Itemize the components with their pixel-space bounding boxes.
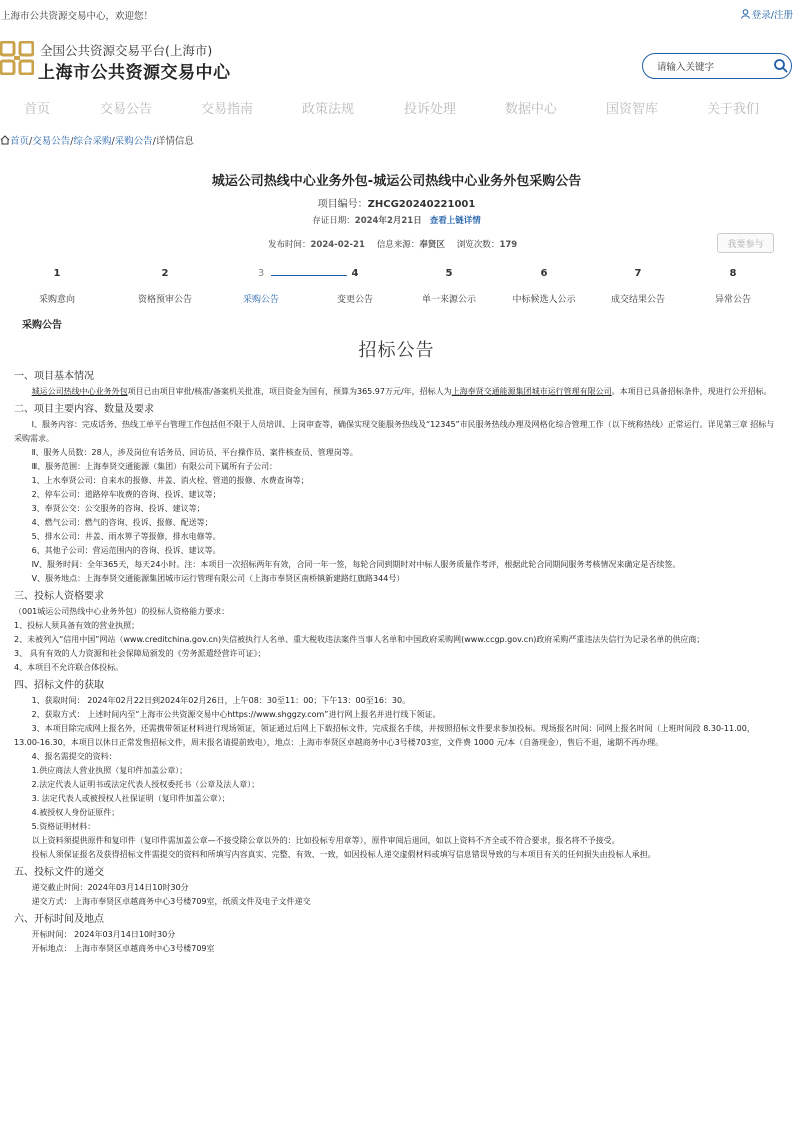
section-1-title: 一、项目基本情况 [14,371,94,382]
breadcrumb-purchase-notice[interactable]: 采购公告 [114,136,153,147]
site-header [0,36,793,86]
paragraph: 1、获取时间： 2024年02月22日到2024年02月26日，上午08：30至11：00；下午13：00至16：30。 [31,696,411,705]
nav-about[interactable]: 关于我们 [706,102,760,117]
step-5[interactable] [399,268,499,305]
paragraph: 2、未被列入“信用中国”网站（www.creditchina.gov.cn)失信被执行人名单、重大税收违法案件当事人名单和中国政府采购网(www.ccgp.gov.cn)政府采购严重违法失信行为记录名单的供应商； [14,635,705,644]
paragraph: 4、本项目不允许联合体投标。 [14,663,124,672]
step-3[interactable] [211,268,311,305]
step-7[interactable] [588,268,688,305]
step-label: 异常公告 [714,295,751,305]
deadline-date: 2024年2月21日 [354,216,422,226]
step-number: 1 [53,268,61,279]
paragraph: 5、排水公司：井盖、雨水箅子等报修，排水电修等。 [31,532,221,541]
step-number: 5 [445,268,453,279]
paragraph: 投标人须保证报名及获得招标文件需提交的资料和所填写内容真实、完整、有效、一致，如因投标人递交虚假材料或填写信息错误导致的与本项目有关的任何损失由投标人承担。 [31,850,656,859]
platform-name: 全国公共资源交易平台(上海市) [40,43,213,58]
step-number: 2 [161,268,169,279]
step-8[interactable] [683,268,783,305]
section-1-paragraph [14,385,779,399]
nav-guide[interactable]: 交易指南 [200,102,254,117]
breadcrumb-announcements[interactable]: 交易公告 [32,136,71,147]
step-1[interactable] [7,268,107,305]
login-link[interactable] [741,7,793,21]
step-number: 7 [634,268,642,279]
paragraph: 1、上水奉贤公司：自来水的报修、井盖、消火栓、管道的报修、水费查询等； [31,476,309,485]
project-number-row [0,195,793,210]
site-logo[interactable] [0,41,34,75]
section-4-title: 四、招标文件的获取 [14,680,104,691]
main-nav [0,92,793,122]
nav-announcements[interactable]: 交易公告 [99,102,153,117]
paragraph: Ⅴ、服务地点：上海奉贤交通能源集团城市运行管理有限公司（上海市奉贤区南桥镇新建路红旗路344号） [31,574,405,583]
paragraph: 2、获取方式： 上述时间内至“上海市公共资源交易中心https://www.shggzy.com”进行网上报名并进行线下领证。 [31,710,441,719]
paragraph: Ⅳ、服务时间：全年365天，每天24小时。注：本项目一次招标两年有效，合同一年一签，每轮合同到期时对中标人服务质量作考评，根据此轮合同期间服务考核情况来确定是否续签。 [31,560,681,569]
nav-data-center[interactable]: 数据中心 [504,102,558,117]
step-number: 4 [351,268,359,279]
step-number: 6 [540,268,548,279]
step-label: 采购意向 [38,295,75,305]
section-label: 采购公告 [22,320,62,331]
section-5-title: 五、投标文件的递交 [14,867,104,878]
notice-title: 城运公司热线中心业务外包-城运公司热线中心业务外包采购公告 [211,174,582,189]
step-2[interactable] [115,268,215,305]
search-box [642,53,792,79]
breadcrumb: 首页/交易公告/综合采购/采购公告/详情信息 [0,133,194,147]
step-number: 8 [729,268,737,279]
step-label: 成交结果公告 [610,295,665,305]
step-label: 采购公告 [242,295,279,305]
paragraph: 3. 法定代表人或被授权人社保证明（复印件加盖公章）； [31,794,230,803]
paragraph: 以上资料须提供原件和复印件（复印件需加盖公章—不接受除公章以外的：比如投标专用章等），原件审阅后退回，如以上资料不齐全或不符合要求，报名将不予接受。 [31,836,620,845]
paragraph: 2、停车公司：道路停车收费的咨询、投诉、建议等； [31,490,221,499]
breadcrumb-current: 详情信息 [155,136,194,147]
paragraph: 3、本项目除完成网上报名外，还需携带领证材料进行现场领证，领证通过后网上下载招标文件，完成报名手续，并按照招标文件要求参加投标。现场报名时间：同网上报名时间（上班时间段 8.30-11.00，13.00-16.30，本项目以休日正常发售招标文件，周末报名请提前致电），地点：上海市奉贤区卓越商务中心3号楼703室，文件费 1000 元/本（自备现金），售后不退，逾期不再办理。 [14,724,755,747]
source-value: 奉贤区 [419,240,445,250]
nav-home[interactable]: 首页 [23,102,51,117]
paragraph: 递交截止时间：2024年03月14日10时30分 [31,883,189,892]
section-2-title: 二、项目主要内容、数量及要求 [14,404,154,415]
paragraph: 递交方式： 上海市奉贤区卓越商务中心3号楼709室，纸质文件及电子文件递交 [31,897,311,906]
step-4[interactable] [305,268,405,305]
step-label: 变更公告 [336,295,373,305]
section-6-title: 六、开标时间及地点 [14,914,104,925]
search-icon[interactable] [773,58,789,74]
source-label: 信息来源： [376,240,420,250]
chain-detail-link[interactable]: 查看上链详情 [429,216,481,226]
deadline-label: 存证日期： [312,216,355,226]
paragraph: 4.被授权人身份证原件； [31,808,120,817]
paragraph: 开标地点： 上海市奉贤区卓越商务中心3号楼709室 [31,944,215,953]
nav-complaint[interactable]: 投诉处理 [403,102,457,117]
step-label: 资格预审公告 [137,295,192,305]
tenderer-name: 上海奉贤交通能源集团城市运行管理有限公司 [451,387,612,396]
project-number: ZHCG20240221001 [367,199,476,210]
views-label: 浏览次数： [456,240,500,250]
paragraph: 开标时间： 2024年03月14日10时30分 [31,930,176,939]
center-name: 上海市公共资源交易中心 [38,63,231,83]
deadline-row [0,214,793,226]
section-3-title: 三、投标人资格要求 [14,591,104,602]
publish-date: 2024-02-21 [310,240,365,250]
paragraph-text: 。本项目已具备招标条件，现进行公开招标。 [611,387,772,396]
paragraph: Ⅱ、服务人员数：28人，涉及岗位有话务员、回访员、平台操作员、案件核查员、管理岗等。 [31,448,358,457]
user-icon [741,9,750,19]
paragraph: 4、报名需提交的资料： [31,752,117,761]
breadcrumb-home[interactable]: 首页 [10,136,30,147]
process-steps [0,268,793,308]
paragraph: Ⅲ、服务范围：上海奉贤交通能源（集团）有限公司下属所有子公司： [31,462,278,471]
paragraph: Ⅰ、服务内容：完成话务、热线工单平台管理工作包括但不限于人员培训、上岗审查等，确保实现交能服务热线及“12345”市民服务热线办理及网格化综合管理工作（以下统称热线）正常运行。详见第三章 招标与采购需求。 [14,420,775,443]
search-input[interactable] [655,58,769,76]
top-bar [0,0,793,28]
home-icon [0,135,10,145]
paragraph-text: 项目已由项目审批/核准/备案机关批准，项目资金为国有，预算为365.97万元/年，招标人为 [127,387,452,396]
paragraph: 6、其他子公司：营运范围内的咨询、投诉、建议等。 [31,546,221,555]
nav-policy[interactable]: 政策法规 [301,102,355,117]
paragraph: 5.资格证明材料： [31,822,96,831]
paragraph: 2.法定代表人证明书或法定代表人授权委托书（公章及法人章）； [31,780,260,789]
views-count: 179 [499,240,518,250]
document-body [14,366,779,956]
paragraph: 4、燃气公司：燃气的咨询、投诉、报修、配送等； [31,518,213,527]
paragraph: 3、奉贤公交：公交服务的咨询、投诉、建议等； [31,504,205,513]
step-number: 3 [257,268,265,279]
project-number-label: 项目编号： [317,199,368,210]
paragraph: 1.供应商法人营业执照（复印件加盖公章）； [31,766,188,775]
paragraph: 1、投标人须具备有效的营业执照； [14,621,140,630]
join-button[interactable]: 我要参与 [717,233,774,253]
publish-info-row [268,238,529,250]
welcome-text: 上海市公共资源交易中心，欢迎您！ [1,11,154,22]
login-label: 登录/注册 [751,10,793,21]
publish-label: 发布时间： [268,240,311,250]
step-6[interactable] [494,268,594,305]
project-name: 城运公司热线中心业务外包 [31,387,128,396]
paragraph: （001城运公司热线中心业务外包）的投标人资格能力要求： [14,607,230,616]
step-label: 中标候选人公示 [512,295,576,305]
document-heading: 招标公告 [358,340,435,361]
step-label: 单一来源公示 [421,295,476,305]
breadcrumb-procurement[interactable]: 综合采购 [73,136,112,147]
nav-think-tank[interactable]: 国资智库 [605,102,659,117]
paragraph: 3、 具有有效的人力资源和社会保障局颁发的《劳务派遣经营许可证》； [14,649,266,658]
